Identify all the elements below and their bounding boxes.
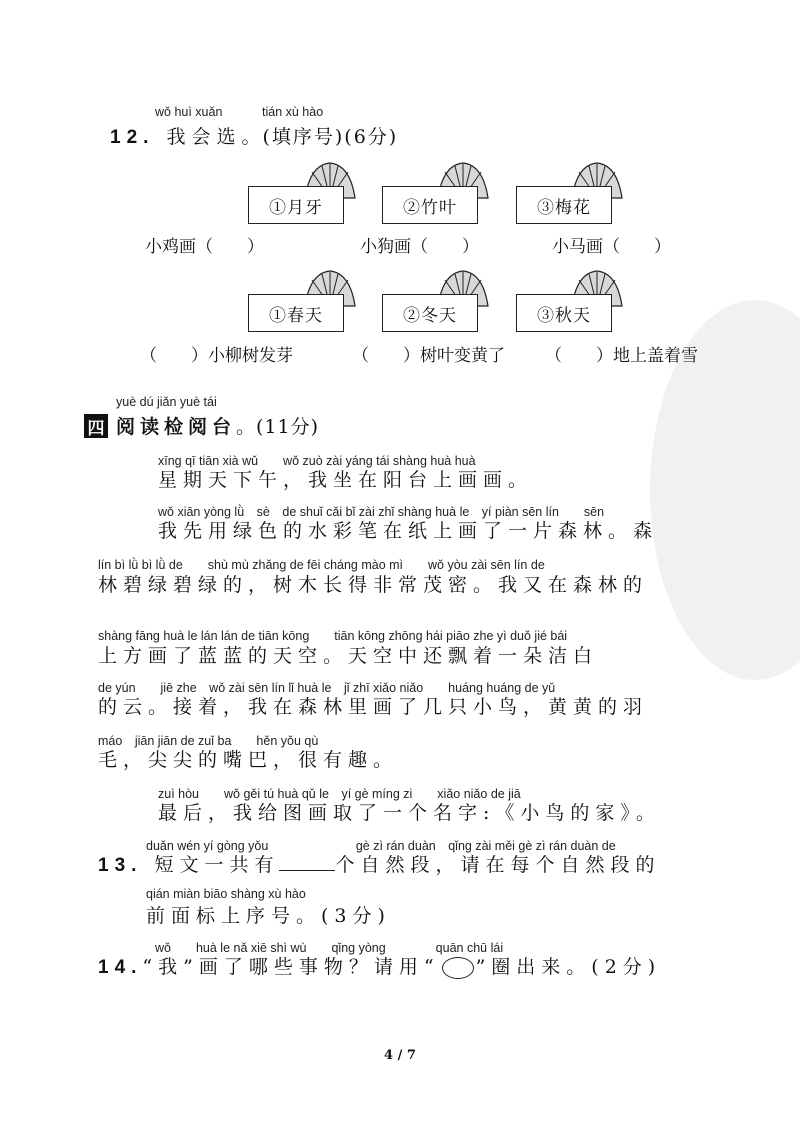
passage-pinyin-6: máo jiān jiān de zuǐ ba hěn yǒu qù	[98, 734, 319, 748]
passage-line-1: 星期天下午，我坐在阳台上画画。	[158, 469, 534, 491]
q12-item-leaves: （ ）树叶变黄了	[352, 346, 505, 366]
passage-line-5: 的云。接着，我在森林里画了几只小鸟，黄黄的羽	[98, 696, 649, 718]
q13-pinyin-1: duǎn wén yí gòng yǒu gè zì rán duàn qǐng zài měi gè zì rán duàn de	[146, 839, 616, 853]
tile-2-2: ②冬天	[382, 294, 478, 332]
q13-answer-blank[interactable]	[279, 854, 335, 871]
q13-pinyin-2: qián miàn biāo shàng xù hào	[146, 887, 306, 901]
q12-item-horse: 小马画（ ）	[552, 237, 671, 257]
q12-heading	[110, 122, 398, 149]
q14-pinyin: wǒ huà le nǎ xiē shì wù qǐng yòng quān chū lái	[155, 941, 504, 955]
q12-item-willow: （ ）小柳树发芽	[140, 346, 293, 366]
q14-text-a: “我”画了哪些事物？请用“	[142, 956, 440, 978]
tile-2-3: ③秋天	[516, 294, 612, 332]
q13-number: 13.	[98, 855, 143, 876]
q12-item-chick: 小鸡画（ ）	[145, 237, 264, 257]
passage-line-4: 上方画了蓝蓝的天空。天空中还飘着一朵洁白	[98, 645, 599, 667]
q12-number: 12.	[110, 127, 155, 148]
q12-pinyin-b: tián xù hào	[262, 105, 324, 119]
passage-pinyin-7: zuì hòu wǒ gěi tú huà qǔ le yí gè míng zi xiǎo niǎo de jiā	[158, 787, 521, 801]
q14-text-b: ”圈出来。(2分)	[475, 956, 662, 978]
section4-score: 。(11分)	[236, 416, 320, 438]
passage-line-6: 毛，尖尖的嘴巴，很有趣。	[98, 749, 399, 771]
passage-pinyin-2: wǒ xiān yòng lǜ sè de shuǐ cǎi bǐ zài zhǐ shàng huà le yí piàn sēn lín sēn	[158, 505, 605, 519]
passage-line-7: 最后，我给图画取了一个名字:《小鸟的家》。	[158, 802, 661, 824]
q13-line-1	[98, 850, 661, 877]
circle-symbol-icon	[442, 957, 474, 979]
tile-1-1: ①月牙	[248, 186, 344, 224]
q14-number: 14.	[98, 957, 143, 978]
q12-item-snow: （ ）地上盖着雪	[545, 346, 698, 366]
passage-pinyin-4: shàng fāng huà le lán lán de tiān kōng tiān kōng zhōng hái piāo zhe yì duǒ jié bái	[98, 629, 568, 643]
tile-2-1: ①春天	[248, 294, 344, 332]
q14-line	[98, 952, 661, 979]
section4-pinyin: yuè dú jiǎn yuè tái	[116, 395, 217, 409]
page-number: 4 / 7	[384, 1048, 416, 1063]
q12-pinyin-a: wǒ huì xuǎn	[155, 105, 223, 119]
tile-1-3: ③梅花	[516, 186, 612, 224]
section4-heading	[116, 412, 319, 439]
q12-text-a: 我会选	[166, 126, 242, 148]
passage-pinyin-5: de yún jiē zhe wǒ zài sēn lín lǐ huà le jǐ zhī xiǎo niǎo huáng huáng de yǔ	[98, 681, 556, 695]
q13-text-b: 个自然段，请在每个自然段的	[335, 854, 661, 876]
section4-title: 阅读检阅台	[116, 416, 237, 438]
passage-line-3: 林碧绿碧绿的，树木长得非常茂密。我又在森林的	[98, 574, 649, 596]
q13-text-a: 短文一共有	[154, 854, 280, 876]
passage-pinyin-3: lín bì lǜ bì lǜ de shù mù zhǎng de fēi cháng mào mì wǒ yòu zài sēn lín de	[98, 558, 545, 572]
q13-line-2: 前面标上序号。(3分)	[146, 905, 391, 927]
q12-item-dog: 小狗画（ ）	[360, 237, 479, 257]
section4-badge: 四	[84, 414, 108, 438]
q12-text-b: 。(填序号)(6分)	[241, 126, 399, 148]
passage-line-2: 我先用绿色的水彩笔在纸上画了一片森林。森	[158, 520, 659, 542]
passage-pinyin-1: xīng qī tiān xià wǔ wǒ zuò zài yáng tái shàng huà huà	[158, 454, 476, 468]
tile-1-2: ②竹叶	[382, 186, 478, 224]
